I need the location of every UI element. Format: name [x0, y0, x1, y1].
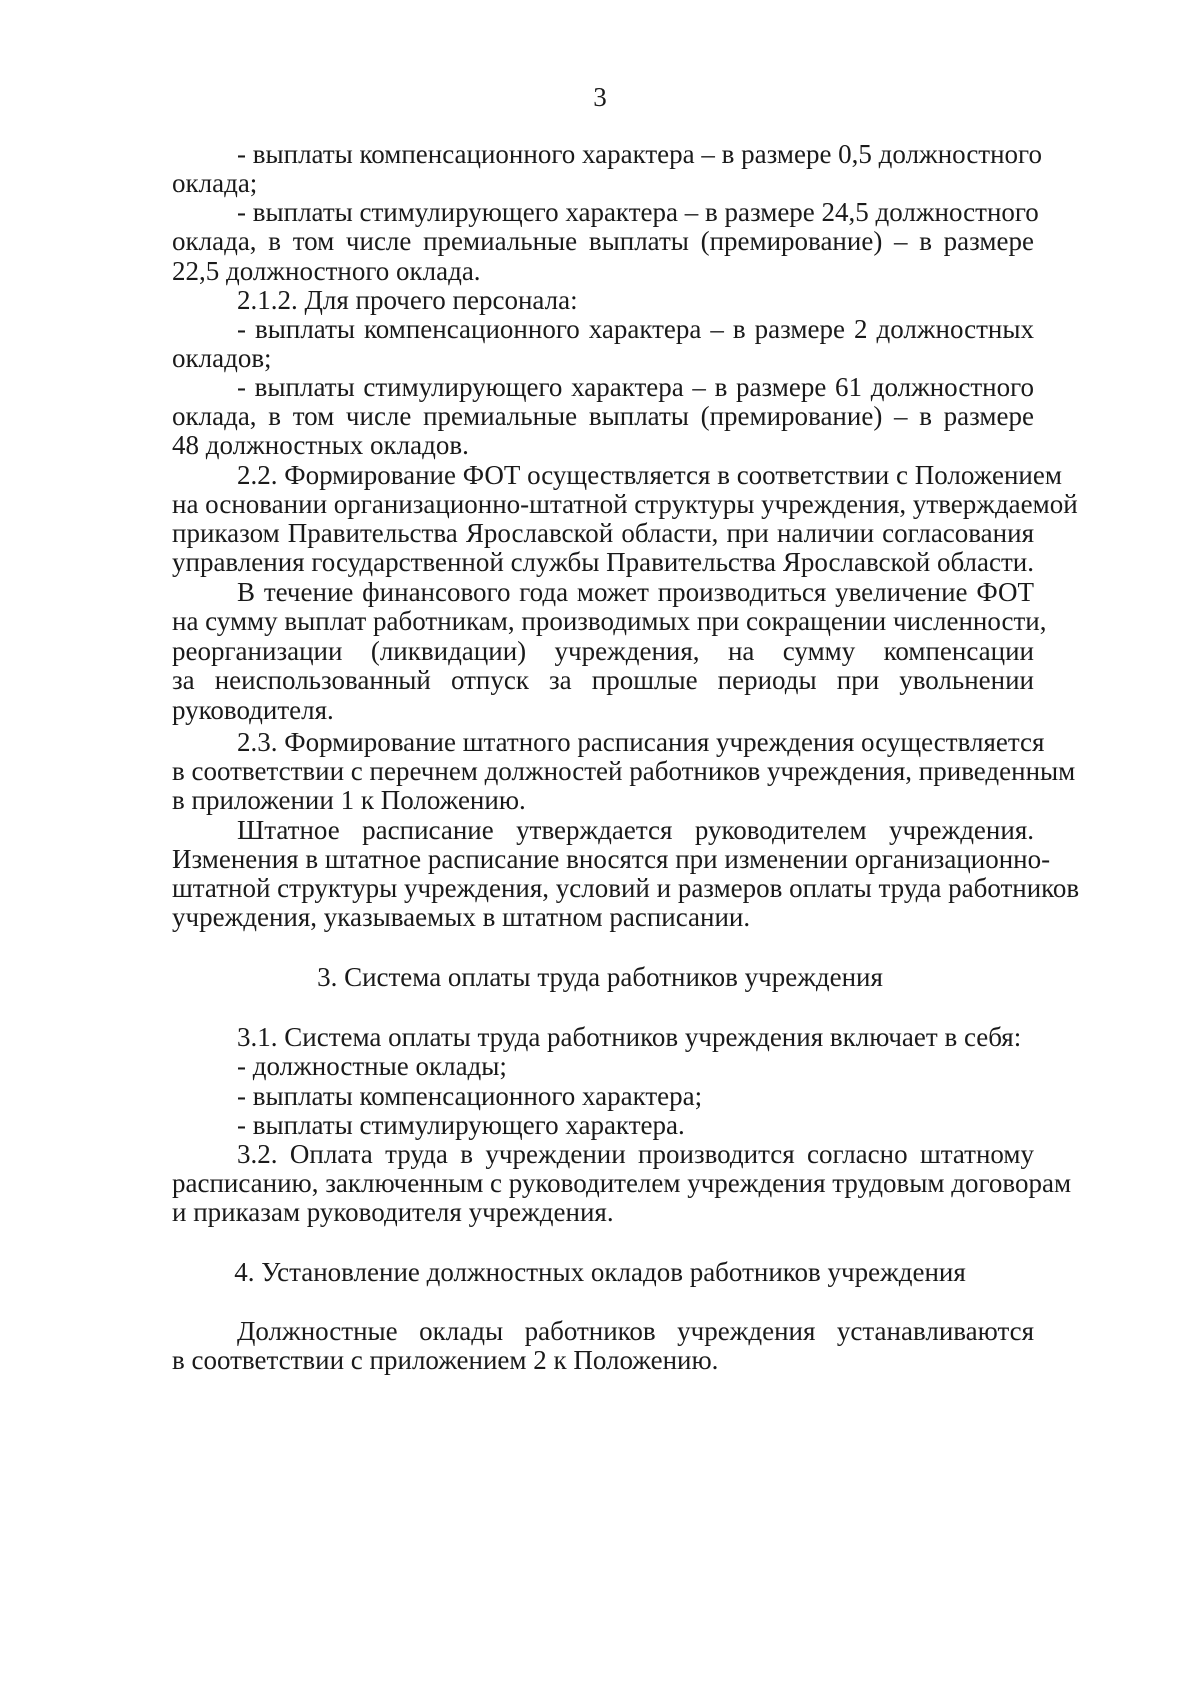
page-number: 3 — [593, 82, 607, 112]
text-line: - выплаты компенсационного характера – в размере 0,5 должностного — [237, 139, 1042, 169]
text-line: 2.3. Формирование штатного расписания учреждения осуществляется — [237, 727, 1045, 757]
text-line: в соответствии с приложением 2 к Положению. — [172, 1345, 719, 1375]
text-line: на сумму выплат работникам, производимых при сокращении численности, — [172, 606, 1047, 636]
text-line: Штатное расписание утверждается руководителем учреждения. — [237, 815, 1034, 845]
text-line: оклада, в том числе премиальные выплаты (премирование) – в размере — [172, 226, 1034, 256]
text-line: - выплаты компенсационного характера; — [237, 1081, 703, 1111]
text-line: расписанию, заключенным с руководителем учреждения трудовым договорам — [172, 1168, 1072, 1198]
text-line: - выплаты стимулирующего характера. — [237, 1110, 685, 1140]
text-line: оклада; — [172, 168, 258, 198]
text-line: в приложении 1 к Положению. — [172, 785, 526, 815]
text-line: - выплаты стимулирующего характера – в размере 61 должностного — [237, 372, 1034, 402]
text-line: управления государственной службы Правительства Ярославской области. — [172, 547, 1034, 577]
text-line: руководителя. — [172, 695, 334, 725]
text-line: - выплаты компенсационного характера – в размере 2 должностных — [237, 314, 1034, 344]
text-line: 22,5 должностного оклада. — [172, 256, 481, 286]
text-line: оклада, в том числе премиальные выплаты (премирование) – в размере — [172, 401, 1034, 431]
text-line: окладов; — [172, 343, 272, 373]
text-line: за неиспользованный отпуск за прошлые периоды при увольнении — [172, 665, 1034, 695]
text-line: приказом Правительства Ярославской области, при наличии согласования — [172, 518, 1034, 548]
section-heading: 3. Система оплаты труда работников учреждения — [317, 962, 883, 992]
text-line: 3.2. Оплата труда в учреждении производится согласно штатному — [237, 1139, 1034, 1169]
text-line: Изменения в штатное расписание вносятся при изменении организационно- — [172, 844, 1051, 874]
text-line: Должностные оклады работников учреждения устанавливаются — [237, 1316, 1034, 1346]
text-line: - должностные оклады; — [237, 1051, 507, 1081]
text-line: и приказам руководителя учреждения. — [172, 1197, 614, 1227]
text-line: учреждения, указываемых в штатном расписании. — [172, 902, 751, 932]
text-line: 2.1.2. Для прочего персонала: — [237, 285, 578, 315]
text-line: 3.1. Система оплаты труда работников учреждения включает в себя: — [237, 1022, 1022, 1052]
text-line: штатной структуры учреждения, условий и размеров оплаты труда работников — [172, 873, 1080, 903]
text-line: 48 должностных окладов. — [172, 430, 469, 460]
section-heading: 4. Установление должностных окладов работников учреждения — [234, 1257, 966, 1287]
text-line: 2.2. Формирование ФОТ осуществляется в соответствии с Положением — [237, 460, 1062, 490]
text-line: реорганизации (ликвидации) учреждения, на сумму компенсации — [172, 636, 1034, 666]
text-line: В течение финансового года может производиться увеличение ФОТ — [237, 577, 1034, 607]
text-line: - выплаты стимулирующего характера – в размере 24,5 должностного — [237, 197, 1039, 227]
text-line: на основании организационно-штатной структуры учреждения, утверждаемой — [172, 489, 1078, 519]
text-line: в соответствии с перечнем должностей работников учреждения, приведенным — [172, 756, 1076, 786]
